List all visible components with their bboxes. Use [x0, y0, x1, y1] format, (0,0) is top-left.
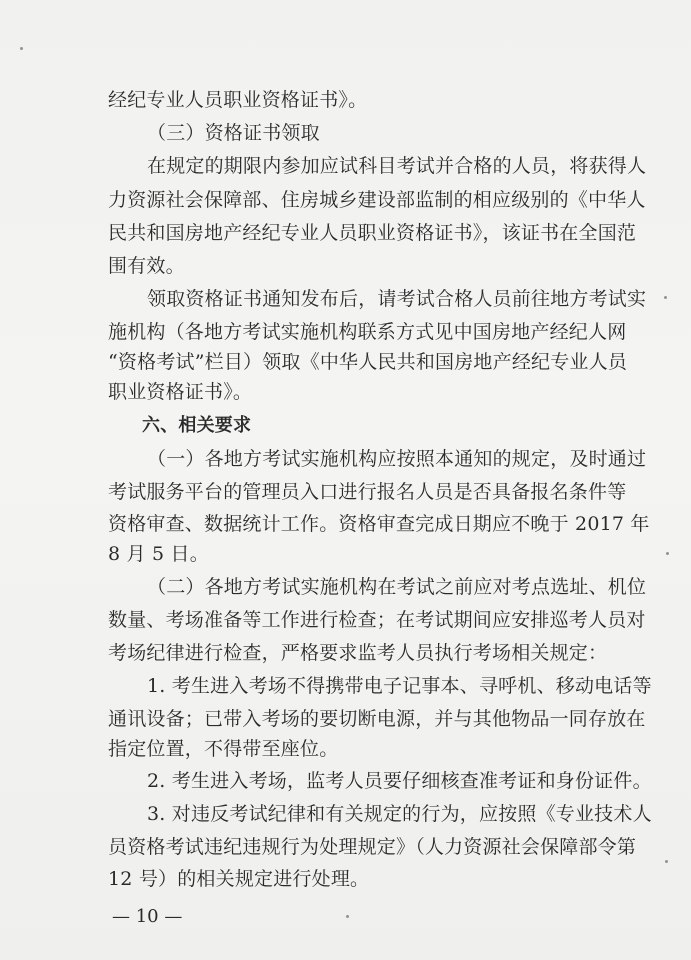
subsection-heading: （三）资格证书领取: [147, 122, 320, 144]
text-line: 指定位置，不得带至座位。: [108, 738, 339, 760]
text-line: 数量、考场准备等工作进行检查；在考试期间应安排巡考人员对: [108, 609, 646, 631]
list-item: 1. 考生进入考场不得携带电子记事本、寻呼机、移动电话等: [147, 675, 652, 697]
text-line: 考场纪律进行检查，严格要求监考人员执行考场相关规定：: [108, 642, 608, 664]
list-item: 3. 对违反考试纪律和有关规定的行为，应按照《专业技术人: [147, 803, 652, 825]
text-line: 领取资格证书通知发布后，请考试合格人员前往地方考试实: [147, 288, 647, 310]
text-line: （二）各地方考试实施机构在考试之前应对考点选址、机位: [147, 576, 647, 598]
scan-speck: [664, 296, 667, 299]
text-line: 力资源社会保障部、住房城乡建设部监制的相应级别的《中华人: [108, 189, 646, 211]
text-line: （一）各地方考试实施机构应按照本通知的规定，及时通过: [147, 448, 647, 470]
text-line: 资格审查、数据统计工作。资格审查完成日期应不晚于 2017 年: [108, 513, 650, 535]
text-line: 通讯设备；已带入考场的要切断电源，并与其他物品一同存放在: [108, 708, 646, 730]
section-heading: 六、相关要求: [142, 415, 252, 436]
text-line: 员资格考试违纪违规行为处理规定》（人力资源社会保障部令第: [108, 836, 637, 858]
text-line: 民共和国房地产经纪专业人员职业资格证书》，该证书在全国范: [108, 222, 637, 244]
text-line: 经纪专业人员职业资格证书》。: [108, 89, 368, 111]
list-item: 2. 考生进入考场，监考人员要仔细核查准考证和身份证件。: [147, 770, 652, 792]
text-line: 施机构（各地方考试实施机构联系方式见中国房地产经纪人网: [108, 321, 627, 343]
text-line: 12 号）的相关规定进行处理。: [108, 868, 370, 890]
text-line: 围有效。: [108, 255, 185, 277]
text-line: 考试服务平台的管理员入口进行报名人员是否具备报名条件等: [108, 481, 627, 503]
text-line: “资格考试”栏目）领取《中华人民共和国房地产经纪专业人员: [108, 351, 628, 373]
scan-speck: [665, 860, 668, 863]
page-number: — 10 —: [112, 906, 183, 927]
text-line: 职业资格证书》。: [108, 381, 253, 403]
scan-speck: [346, 915, 349, 918]
text-line: 8 月 5 日。: [108, 543, 209, 565]
scan-speck: [666, 552, 669, 555]
scan-speck: [20, 47, 23, 50]
text-line: 在规定的期限内参加应试科目考试并合格的人员，将获得人: [147, 155, 647, 177]
